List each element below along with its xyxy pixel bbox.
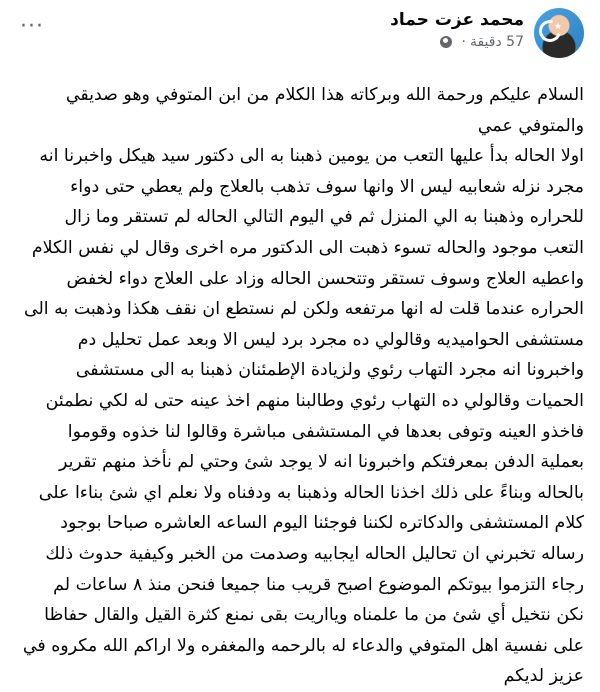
post-paragraph-greeting: السلام عليكم ورحمة الله وبركاته هذا الكلام من ابن المتوفي وهو صديقي والمتوفي عمي [65,85,584,136]
avatar[interactable] [534,8,584,58]
post-paragraph-appeal: رجاء التزموا بيوتكم الموضوع اصبح قريب منا جميعا فنحن منذ ٨ ساعات لم نكن نتخيل أي شئ من ما علمناه ويااريت بقى نمنع كثرة القيل والقال حفاظا على نفسية اهل المتوفي والدعاء له بالرحمه والمغفره ولا اراكم الله مكروه في عزيز لديكم [22,574,584,687]
time-separator: · [461,34,466,50]
post-timestamp[interactable]: 57 دقيقة [469,34,524,50]
post-body [20,80,584,692]
more-options-icon[interactable]: ··· [20,14,44,39]
globe-icon[interactable] [440,36,452,48]
flag-star-icon: ★ [554,22,563,32]
post-paragraph-story: اولا الحاله بدأ عليها التعب من يومين ذهبنا به الى دكتور سيد هيكل واخبرنا انه مجرد نزله شعابيه ليس الا وانها سوف تذهب بالعلاج ولم يعطي حتى دواء للحراره وذهبنا به الي المنزل ثم في اليوم التالي الحاله لم تستقر وما زال التعب موجود والحاله تسوء ذهبت الى الدكتور مره اخرى وقال لي نفس الكلام واعطيه العلاج وسوف تستقر وتتحسن الحاله وزاد على العلاج دواء لخفض الحراره عندما قلت له انها مرتفعه ولكن لم نستطع ان نقف هكذا وذهبت به الى مستشفى الحواميديه وقالولي ده مجرد برد ليس الا وبعد عمل تحليل دم واخبرونا انه مجرد التهاب رئوي ولزيادة الإطمئنان ذهبنا به الى مستشفى الحميات وقالولي ده التهاب رئوي وطالبنا منهم اخذ عينه حتى له لكي نطمئن فاخذو العينه وتوفى بعدها في المستشفى مباشرة وقالوا لنا خذوه وقوموا بعملية الدفن بمعرفتكم واخبرونا انه لا يوجد شئ وحتي لم نأخذ منهم تقرير بالحاله وبناءً على ذلك اخذنا الحاله وذهبنا به ودفناه ولا نعلم اي شئ بناءا على كلام المستشفى والدكاتره لكننا فوجئنا اليوم الساعه العاشره صباحا بوجود رساله تخبرني ان تحاليل الحاله ايجابيه وصدمت من الخبر وكيفية حدوث ذلك [23,146,584,564]
author-name[interactable]: محمد عزت حماد [390,10,524,30]
post-meta [390,8,524,50]
post-time-row [390,34,524,50]
post-header [20,8,584,68]
